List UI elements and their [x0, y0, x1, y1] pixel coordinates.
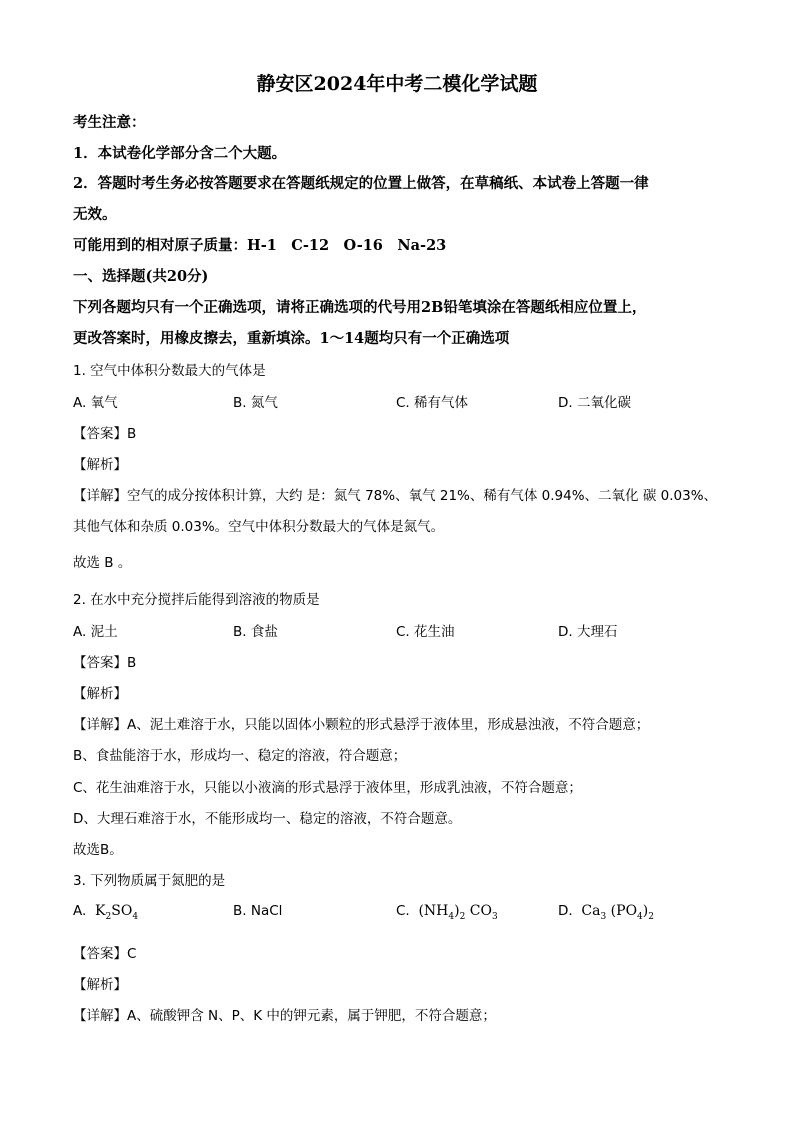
question-1-conclusion: 故选 B 。	[73, 555, 132, 571]
question-1-option-a: A. 氧气	[73, 395, 118, 411]
question-1-detail-line-1: 【详解】空气的成分按体积计算，大约 是：氮气 78%、氧气 21%、稀有气体 0.94%、二氧化 碳 0.03%、	[73, 488, 718, 504]
formula-ca3-po4-2: $Ca_3$ $(PO_4)_2$	[576, 903, 654, 922]
question-2-option-c: C. 花生油	[396, 624, 455, 640]
question-1-answer: 【答案】B	[73, 426, 137, 442]
question-2-detail-c: C、花生油难溶于水，只能以小液滴的形式悬浮于液体里，形成乳浊液，不符合题意；	[73, 780, 582, 796]
question-1-option-d: D. 二氧化碳	[558, 395, 631, 411]
formula-k2so4: $K_2SO_4$	[90, 903, 139, 922]
question-3-option-a-label: A.	[73, 903, 87, 919]
section-instruction-line-2: 更改答案时，用橡皮擦去，重新填涂。1～14题均只有一个正确选项	[73, 330, 510, 347]
question-3-option-d	[558, 903, 654, 922]
question-2-detail-b: B、食盐能溶于水，形成均一、稳定的溶液，符合题意；	[73, 748, 407, 764]
question-2-option-d: D. 大理石	[558, 624, 618, 640]
section-instruction-line-1: 下列各题均只有一个正确选项，请将正确选项的代号用2B铅笔填涂在答题纸相应位置上，	[73, 299, 647, 316]
question-2-analysis-label: 【解析】	[73, 686, 127, 702]
question-1-analysis-label: 【解析】	[73, 457, 127, 473]
question-3-option-b: B. NaCl	[233, 903, 283, 919]
question-2-conclusion: 故选B。	[73, 842, 123, 858]
atomic-masses: 可能用到的相对原子质量：H-1 C-12 O-16 Na-23	[73, 237, 447, 254]
question-2-option-a: A. 泥土	[73, 624, 118, 640]
question-3-option-c	[396, 903, 498, 922]
question-3-analysis-label: 【解析】	[73, 977, 127, 993]
question-3-option-c-label: C.	[396, 903, 410, 919]
question-3-detail-a: 【详解】A、硫酸钾含 N、P、K 中的钾元素，属于钾肥，不符合题意；	[73, 1008, 496, 1024]
notice-item-2-line-1: 2．答题时考生务必按答题要求在答题纸规定的位置上做答，在草稿纸、本试卷上答题一律	[73, 175, 649, 192]
question-3-option-a	[73, 903, 138, 922]
notice-item-2-line-2: 无效。	[73, 206, 117, 223]
question-1-option-b: B. 氮气	[233, 395, 278, 411]
section-heading: 一、选择题(共20分)	[73, 268, 209, 285]
question-1-detail-line-2: 其他气体和杂质 0.03%。空气中体积分数最大的气体是氮气。	[73, 519, 445, 535]
question-2-detail-a: 【详解】A、泥土难溶于水，只能以固体小颗粒的形式悬浮于液体里，形成悬浊液，不符合题意；	[73, 717, 650, 733]
question-2-answer: 【答案】B	[73, 655, 137, 671]
notice-heading: 考生注意：	[73, 114, 146, 131]
question-3-answer: 【答案】C	[73, 946, 137, 962]
question-1-option-c: C. 稀有气体	[396, 395, 469, 411]
formula-nh4-2co3: $(NH_4)_2$ $CO_3$	[414, 903, 498, 922]
notice-item-1: 1．本试卷化学部分含二个大题。	[73, 145, 287, 162]
question-2-option-b: B. 食盐	[233, 624, 278, 640]
question-2-detail-d: D、大理石难溶于水，不能形成均一、稳定的溶液，不符合题意。	[73, 811, 462, 827]
question-1-stem: 1. 空气中体积分数最大的气体是	[73, 363, 266, 379]
page-title: 静安区2024年中考二模化学试题	[256, 73, 538, 95]
question-2-stem: 2. 在水中充分搅拌后能得到溶液的物质是	[73, 592, 320, 608]
question-3-option-d-label: D.	[558, 903, 573, 919]
question-3-stem: 3. 下列物质属于氮肥的是	[73, 873, 226, 889]
